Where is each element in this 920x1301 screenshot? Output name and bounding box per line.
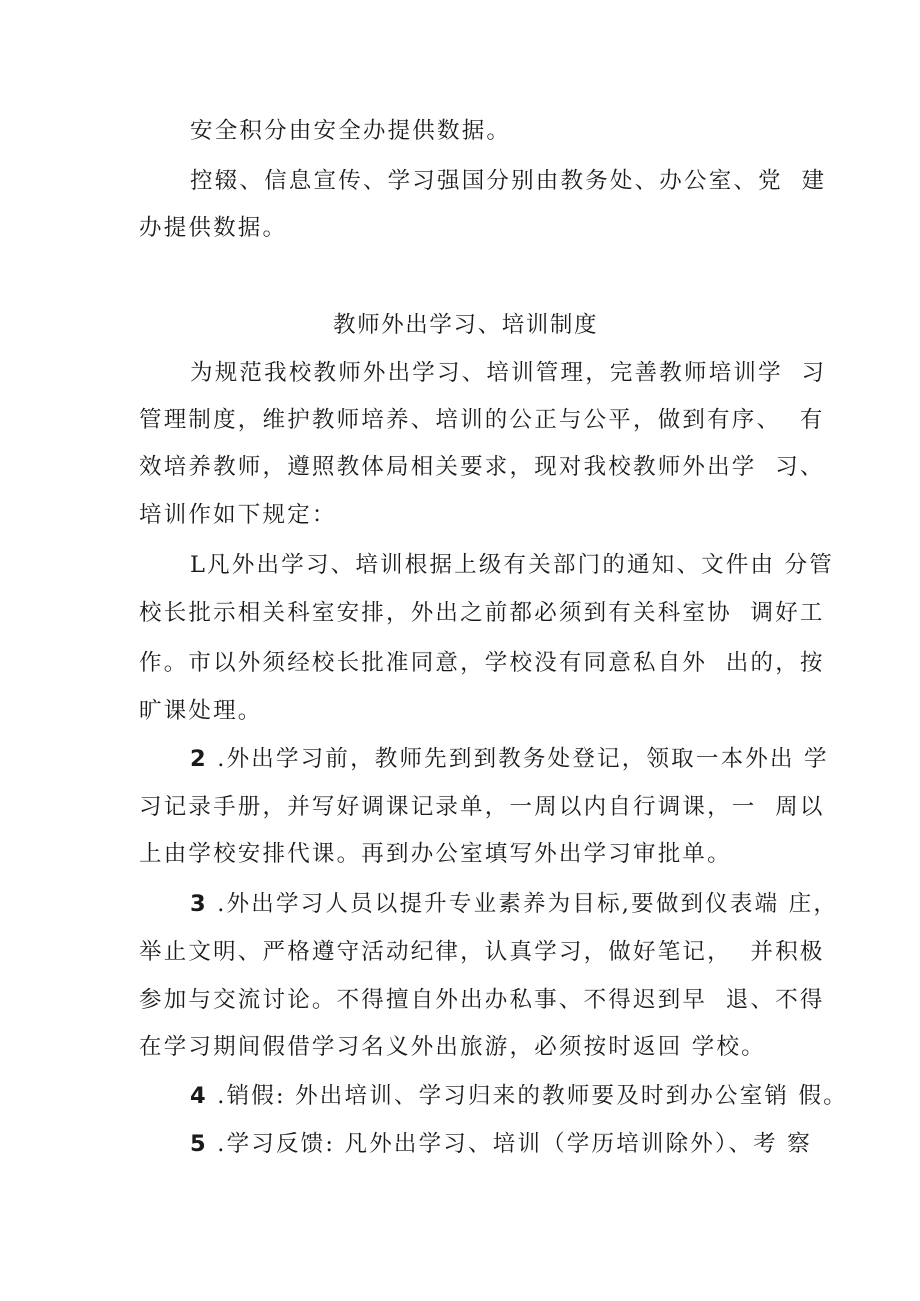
rule-1-line: 校长批示相关科室安排，外出之前都必须到有关科室协 调好工 — [139, 600, 825, 626]
rule-3-line: 参加与交流讨论。不得擅自外出办私事、不得迟到早 退、不得 — [139, 987, 825, 1013]
rule-4-line — [190, 1081, 848, 1111]
rule-2-line: 上由学校安排代课。再到办公室填写外出学习审批单。 — [139, 841, 732, 867]
text-line: 安全积分由安全办提供数据。 — [190, 118, 512, 144]
rule-2-line: 习记录手册，并写好调课记录单，一周以内自行调课，一 周以 — [139, 794, 825, 820]
rule-2-first-line — [190, 744, 829, 774]
rule-2-text: .外出学习前，教师先到到教务处登记，领取一本外出 学 — [207, 746, 829, 772]
rule-4-number: 4 — [190, 1083, 208, 1109]
rule-4-text: .销假: 外出培训、学习归来的教师要及时到办公室销 假。 — [207, 1083, 848, 1109]
rule-5-line — [190, 1129, 812, 1159]
intro-line: 为规范我校教师外出学习、培训管理，完善教师培训学 习 — [190, 360, 827, 386]
section-title: 教师外出学习、培训制度 — [333, 312, 599, 338]
rule-3-number: 3 — [190, 891, 208, 917]
text-line: 控辍、信息宣传、学习强国分别由教务处、办公室、党 建 — [190, 168, 827, 194]
rule-5-text: .学习反馈: 凡外出学习、培训（学历培训除外）、考 察 — [207, 1131, 812, 1157]
rule-2-number: 2 — [190, 746, 208, 772]
intro-line: 培训作如下规定： — [139, 502, 337, 528]
rule-1-line: 作。市以外须经校长批准同意，学校没有同意私自外 出的，按 — [139, 650, 825, 676]
intro-line: 管理制度，维护教师培养、培训的公正与公平，做到有序、 有 — [139, 407, 825, 433]
rule-5-number: 5 — [190, 1131, 208, 1157]
rule-3-line: 在学习期间假借学习名义外出旅游，必须按时返回 学校。 — [139, 1034, 766, 1060]
rule-3-first-line — [190, 889, 838, 919]
intro-line: 效培养教师，遵照教体局相关要求，现对我校教师外出学 习、 — [139, 454, 825, 480]
rule-3-text: .外出学习人员以提升专业素养为目标,要做到仪表端 庄， — [207, 891, 839, 917]
rule-1-line: 旷课处理。 — [139, 698, 263, 724]
rule-1-line: L凡外出学习、培训根据上级有关部门的通知、文件由 分管 — [190, 552, 834, 578]
text-line: 办提供数据。 — [139, 215, 288, 241]
rule-3-line: 举止文明、严格遵守活动纪律，认真学习，做好笔记， 并积极 — [139, 939, 825, 965]
